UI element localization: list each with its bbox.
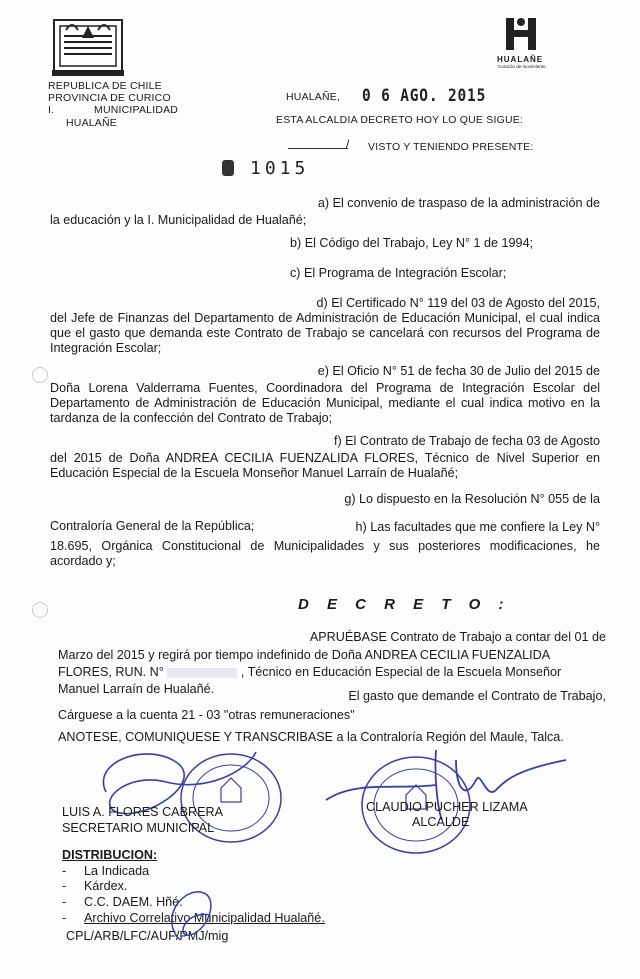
distribution-title: DISTRIBUCION: [62, 848, 158, 862]
distribution-initials: CPL/ARB/LFC/AUF/PMJ/mig [66, 929, 229, 943]
list-item: - Archivo Correlativo Municipalidad Hualañé. [84, 911, 325, 927]
redacted-run [167, 668, 237, 678]
municipality-label: MUNICIPALIDAD [94, 104, 179, 116]
date-stamp: 0 6 AGO. 2015 [362, 86, 487, 106]
mayor-title: ALCALDE [412, 815, 470, 829]
decreto-run-rest: , Técnico en Educación Especial de la Escuela Monseñor [240, 665, 562, 679]
country-label: REPUBLICA DE CHILE [48, 80, 162, 92]
province-label: PROVINCIA DE CURICO [48, 92, 171, 104]
distribution-signature [150, 880, 230, 950]
visto-label: VISTO Y TENIENDO PRESENTE: [368, 141, 534, 153]
decree-number-mark [222, 160, 234, 176]
decreto-title: D E C R E T O : [298, 596, 511, 613]
para-c: c) El Programa de Integración Escolar; [290, 266, 507, 280]
secretary-title: SECRETARIO MUNICIPAL [62, 821, 215, 835]
decreto-run-label: FLORES, RUN. N° [58, 665, 164, 679]
decreto-p2-rest: Cárguese a la cuenta 21 - 03 "otras remuneraciones" [58, 708, 355, 722]
blank-line [288, 148, 348, 149]
para-e-first: e) El Oficio N° 51 de fecha 30 de Julio del 2015 de [317, 364, 600, 378]
secretary-name: LUIS A. FLORES CABRERA [62, 805, 223, 819]
decree-number: 1015 [250, 158, 310, 179]
para-h-rest: 18.695, Orgánica Constitucional de Municipalidades y sus posteriores modificaciones, he acordado y; [50, 539, 600, 568]
slash-mark: / [346, 137, 350, 151]
para-f-first: f) El Contrato de Trabajo de fecha 03 de Agosto [333, 434, 600, 448]
punch-hole [32, 602, 48, 618]
para-a-rest: la educación y la I. Municipalidad de Hualañé; [50, 213, 307, 227]
municipal-coat-of-arms [52, 16, 124, 78]
decreto-p2-first: El gasto que demande el Contrato de Trabajo, [348, 689, 606, 703]
para-d-rest: del Jefe de Finanzas del Departamento de Administración de Educación Municipal, el cual indica que el gasto que demanda este Contrato de Trabajo se cancelará con recursos del Programa de Integración Escolar; [50, 311, 600, 355]
logo-tagline: Corazón de movimiento [498, 64, 546, 69]
para-e-rest: Doña Lorena Valderrama Fuentes, Coordinadora del Programa de Integración Escolar del Departamento de Administración de Educación Municipal, mediante el cual indica motivo en la tardanza de la confección del Contrato de Trabajo; [50, 381, 600, 425]
para-b: b) El Código del Trabajo, Ley N° 1 de 1994; [290, 236, 534, 250]
hualane-logo [502, 14, 542, 54]
punch-hole [32, 367, 48, 383]
para-a-first: a) El convenio de traspaso de la administración de [317, 196, 600, 210]
city-label: HUALAÑE [66, 117, 117, 129]
decreto-p3: ANOTESE, COMUNIQUESE Y TRANSCRIBASE a la Contraloría Región del Maule, Talca. [58, 730, 564, 744]
decreto-p1-line2: Marzo del 2015 y regirá por tiempo indefinido de Doña ANDREA CECILIA FUENZALIDA [58, 648, 551, 662]
municipality-prefix: I. [48, 104, 55, 116]
list-item: - La Indicada [84, 864, 325, 879]
decreto-p1-line4: Manuel Larraín de Hualañé. [58, 682, 215, 696]
list-item: - Kárdex. [84, 879, 325, 895]
place-label: HUALAÑE, [286, 91, 341, 103]
para-g-first: g) Lo dispuesto en la Resolución N° 055 de la [344, 492, 600, 506]
decreto-p1-first: APRUÉBASE Contrato de Trabajo a contar del 01 de [309, 630, 606, 644]
logo-name: HUALAÑE [497, 55, 544, 64]
mayor-name: CLAUDIO PUCHER LIZAMA [366, 800, 528, 814]
para-h-first: h) Las facultades que me confiere la Ley N° [355, 520, 600, 534]
list-item: - C.C. DAEM. Hñé. [84, 895, 325, 911]
para-d-first: d) El Certificado N° 119 del 03 de Agosto del 2015, [316, 296, 600, 310]
para-f-rest: del 2015 de Doña ANDREA CECILIA FUENZALIDA FLORES, Técnico de Nivel Superior en Educación Especial de la Escuela Monseñor Manuel Larraín de Hualañé; [50, 451, 600, 480]
para-g-rest: Contraloría General de la República; [50, 519, 255, 533]
decree-heading: ESTA ALCALDIA DECRETO HOY LO QUE SIGUE: [276, 114, 524, 126]
decreto-p1-line3 [58, 665, 618, 680]
